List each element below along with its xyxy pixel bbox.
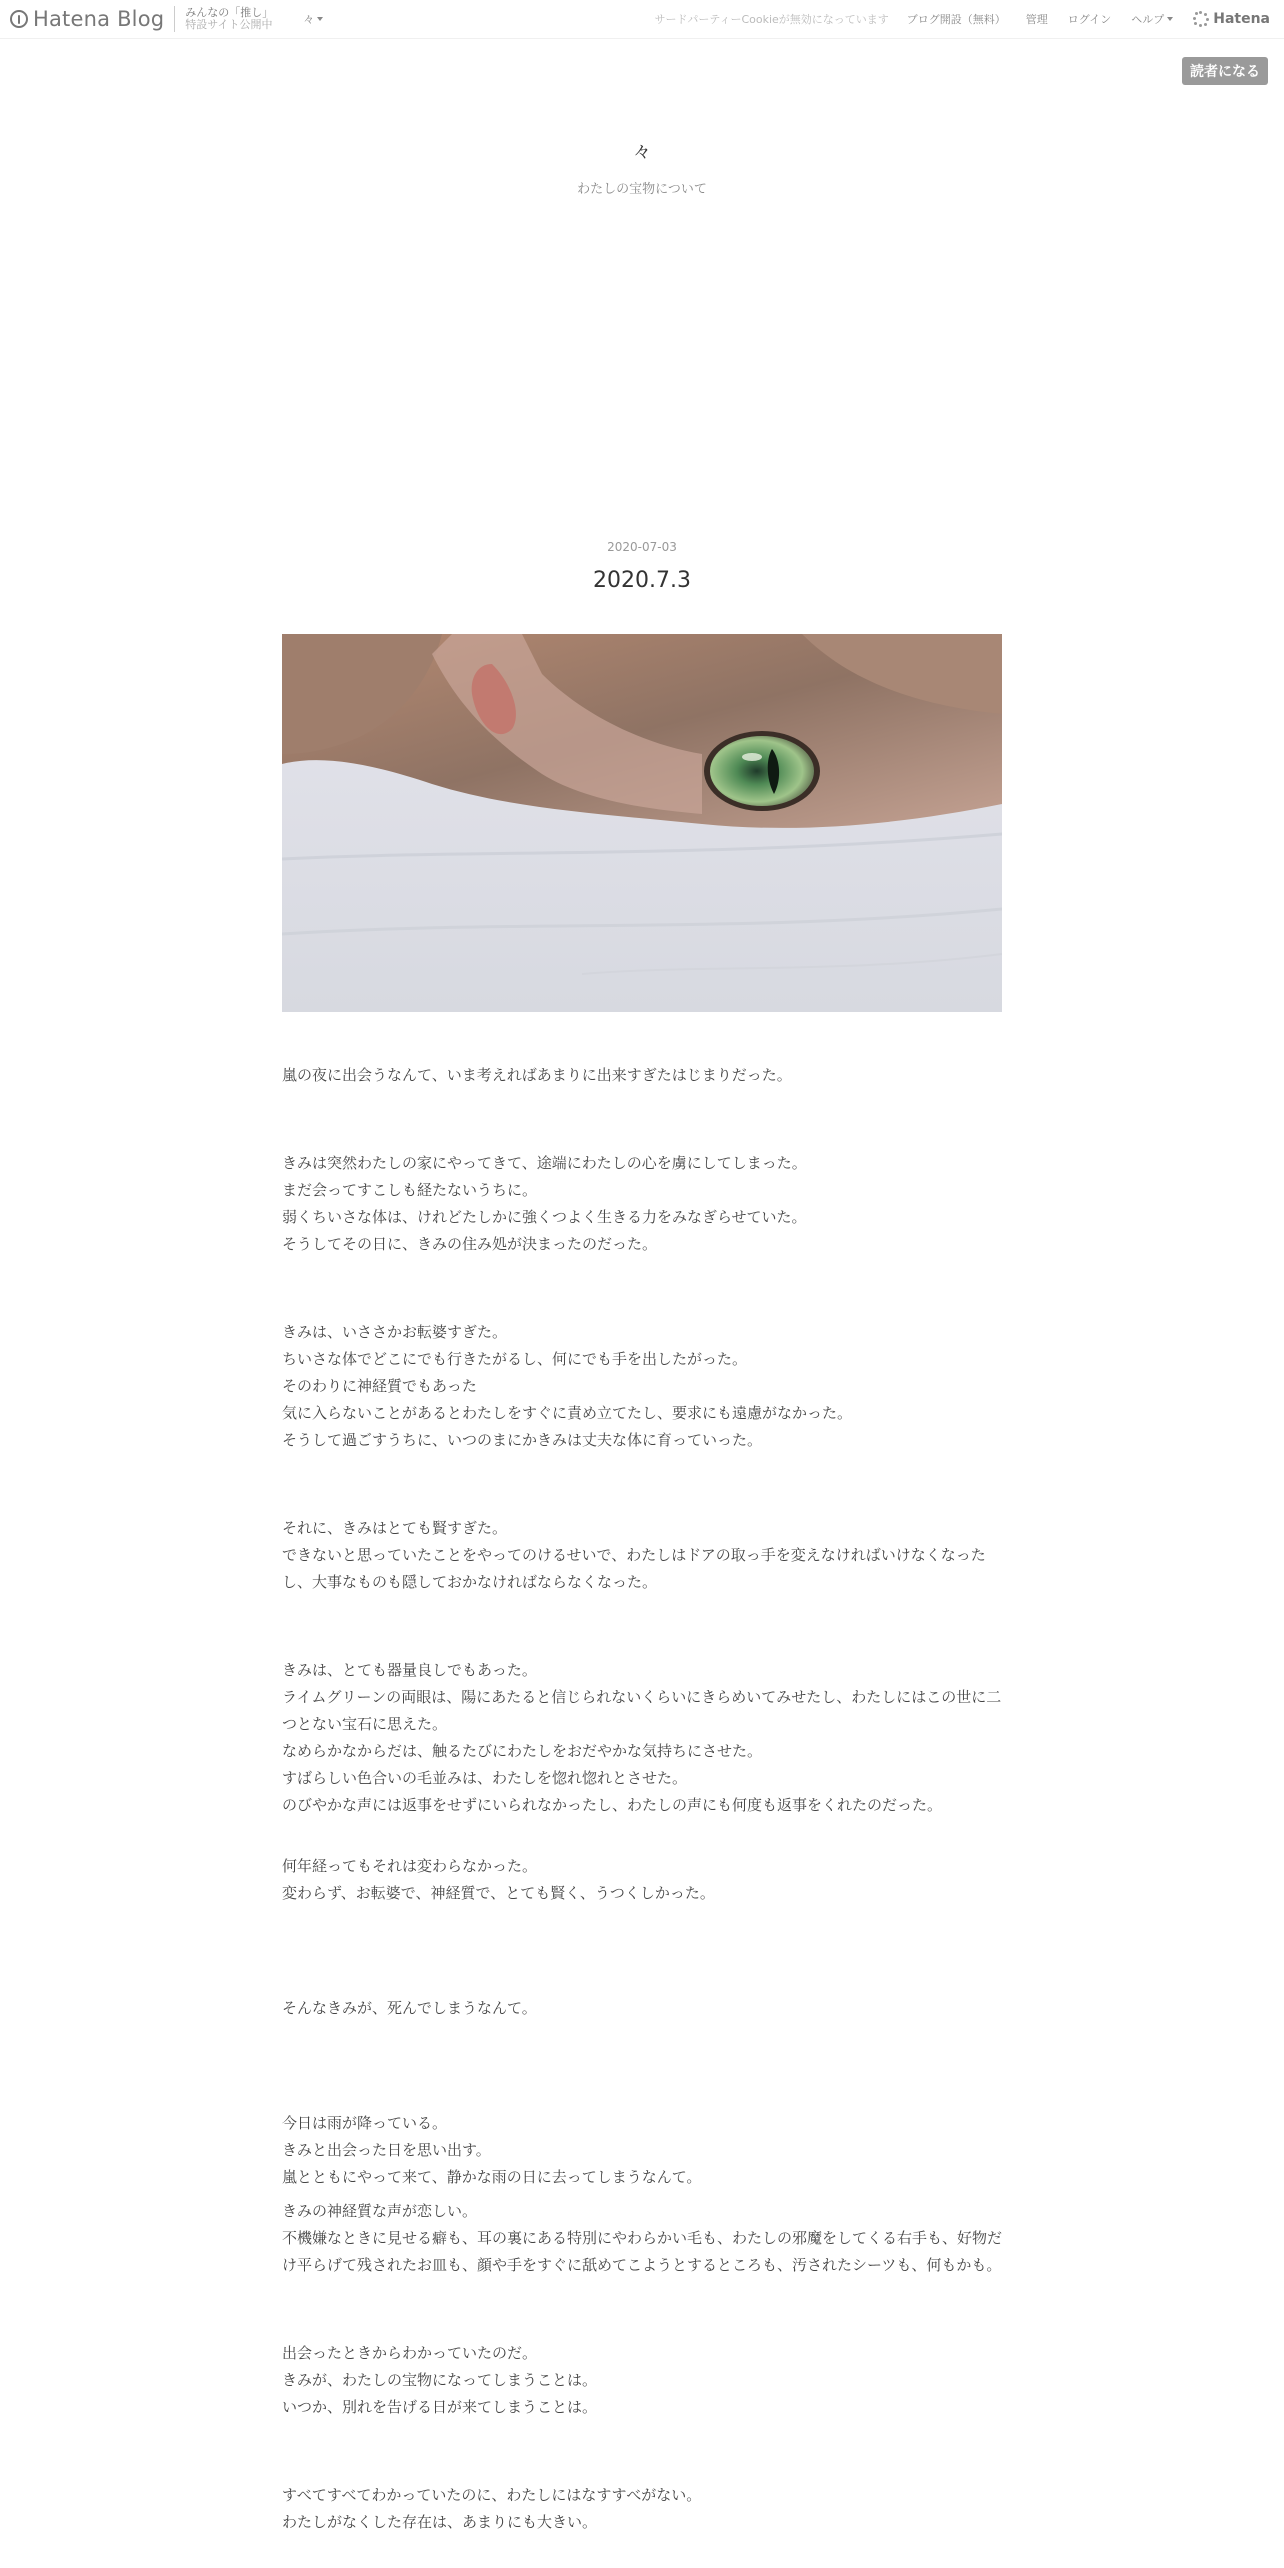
entry-paragraph bbox=[282, 2110, 1002, 2191]
divider bbox=[174, 6, 175, 32]
paragraph-line: 気に入らないことがあるとわたしをすぐに責め立てたし、要求にも遠慮がなかった。 bbox=[282, 1404, 853, 1422]
hatena-blog-logo[interactable] bbox=[10, 7, 164, 31]
cookie-notice: サードパーティーCookieが無効になっています bbox=[654, 13, 889, 26]
entry-paragraph bbox=[282, 2482, 1002, 2536]
entry-date[interactable]: 2020-07-03 bbox=[607, 540, 677, 554]
paragraph-line: わたしがなくした存在は、あまりにも大きい。 bbox=[282, 2513, 598, 2531]
entry-paragraph bbox=[282, 1150, 1002, 1258]
paragraph-line: そんなきみが、死んでしまうなんて。 bbox=[282, 1999, 537, 2017]
entry-title[interactable]: 2020.7.3 bbox=[593, 568, 691, 593]
paragraph-line: 今日は雨が降っている。 bbox=[282, 2114, 448, 2132]
paragraph-line: 嵐とともにやって来て、静かな雨の日に去ってしまうなんて。 bbox=[282, 2168, 702, 2186]
hatena-logo[interactable] bbox=[1193, 11, 1270, 27]
paragraph-line: 出会ったときからわかっていたのだ。 bbox=[282, 2344, 538, 2362]
global-header bbox=[0, 0, 1284, 39]
paragraph-line: そうして過ごすうちに、いつのまにかきみは丈夫な体に育っていった。 bbox=[282, 1431, 763, 1449]
admin-link[interactable]: 管理 bbox=[1025, 13, 1048, 26]
paragraph-line: 弱くちいさな体は、けれどたしかに強くつよく生きる力をみなぎらせていた。 bbox=[282, 1208, 807, 1226]
paragraph-line: きみは、とても器量良しでもあった。 bbox=[282, 1661, 537, 1679]
brand-name: Hatena Blog bbox=[33, 7, 165, 31]
open-blog-link[interactable]: ブログ開設（無料） bbox=[906, 13, 1006, 26]
promo-line1: みんなの「推し」 bbox=[185, 6, 274, 19]
entry-photo bbox=[282, 634, 1002, 1012]
hatena-label: Hatena bbox=[1213, 11, 1270, 27]
chevron-down-icon bbox=[1167, 17, 1173, 21]
paragraph-line: 変わらず、お転婆で、神経質で、とても賢く、うつくしかった。 bbox=[282, 1884, 715, 1902]
blog-menu-label: 々 bbox=[303, 13, 315, 26]
subscribe-button[interactable]: 読者になる bbox=[1182, 57, 1268, 85]
paragraph-line: のびやかな声には返事をせずにいられなかったし、わたしの声にも何度も返事をくれたのだった。 bbox=[282, 1796, 943, 1814]
entry-paragraph bbox=[282, 1995, 1002, 2022]
paragraph-line: そうしてその日に、きみの住み処が決まったのだった。 bbox=[282, 1235, 658, 1253]
paragraph-line: なめらかなからだは、触るたびにわたしをおだやかな気持ちにさせた。 bbox=[282, 1742, 763, 1760]
paragraph-line: きみは、いささかお転婆すぎた。 bbox=[282, 1323, 508, 1341]
paragraph-line: きみが、わたしの宝物になってしまうことは。 bbox=[282, 2371, 598, 2389]
help-label: ヘルプ bbox=[1131, 13, 1165, 26]
promo-line2: 特設サイト公開中 bbox=[185, 18, 273, 31]
hatena-blog-icon bbox=[10, 10, 28, 28]
help-menu[interactable] bbox=[1131, 11, 1173, 27]
entry-paragraph bbox=[282, 1319, 1002, 1454]
paragraph-line: きみは突然わたしの家にやってきて、途端にわたしの心を虜にしてしまった。 bbox=[282, 1154, 807, 1172]
entry-paragraph bbox=[282, 1062, 1002, 1089]
paragraph-line: それに、きみはとても賢すぎた。 bbox=[282, 1519, 508, 1537]
entry-paragraph bbox=[282, 1853, 1002, 1907]
paragraph-line: そのわりに神経質でもあった bbox=[282, 1377, 477, 1395]
paragraph-line: きみの神経質な声が恋しい。 bbox=[282, 2202, 478, 2220]
paragraph-line: まだ会ってすこしも経たないうちに。 bbox=[282, 1181, 538, 1199]
entry-paragraph bbox=[282, 2198, 1002, 2279]
entry-body bbox=[282, 1062, 1002, 2536]
paragraph-line: 何年経ってもそれは変わらなかった。 bbox=[282, 1857, 538, 1875]
paragraph-line: ちいさな体でどこにでも行きたがるし、何にでも手を出したがった。 bbox=[282, 1350, 748, 1368]
blog-menu-dropdown[interactable] bbox=[303, 11, 323, 27]
entry-paragraph bbox=[282, 1515, 1002, 1596]
paragraph-line: できないと思っていたことをやってのけるせいで、わたしはドアの取っ手を変えなければいけなくなったし、大事なものも隠しておかなければならなくなった。 bbox=[282, 1546, 986, 1591]
blog-title[interactable]: 々 bbox=[633, 142, 651, 163]
entry-paragraph bbox=[282, 1657, 1002, 1819]
login-link[interactable]: ログイン bbox=[1067, 13, 1112, 26]
blog-description: わたしの宝物について bbox=[577, 182, 707, 197]
entry-paragraph bbox=[282, 2340, 1002, 2421]
paragraph-line: すばらしい色合いの毛並みは、わたしを惚れ惚れとさせた。 bbox=[282, 1769, 688, 1787]
paragraph-line: いつか、別れを告げる日が来てしまうことは。 bbox=[282, 2398, 598, 2416]
paragraph-line: ライムグリーンの両眼は、陽にあたると信じられないくらいにきらめいてみせたし、わたしにはこの世に二つとない宝石に思えた。 bbox=[282, 1688, 1002, 1733]
paragraph-line: 不機嫌なときに見せる癖も、耳の裏にある特別にやわらかい毛も、わたしの邪魔をしてくる右手も、好物だけ平らげて残されたお皿も、顔や手をすぐに舐めてこようとするところも、汚されたシーツも、何もかも。 bbox=[282, 2229, 1003, 2274]
chevron-down-icon bbox=[317, 17, 323, 21]
promo-link[interactable] bbox=[185, 7, 273, 31]
paragraph-line: きみと出会った日を思い出す。 bbox=[282, 2141, 491, 2159]
paragraph-line: 嵐の夜に出会うなんて、いま考えればあまりに出来すぎたはじまりだった。 bbox=[282, 1066, 792, 1084]
hatena-dots-icon bbox=[1193, 11, 1209, 27]
paragraph-line: すべてすべてわかっていたのに、わたしにはなすすべがない。 bbox=[282, 2486, 702, 2504]
